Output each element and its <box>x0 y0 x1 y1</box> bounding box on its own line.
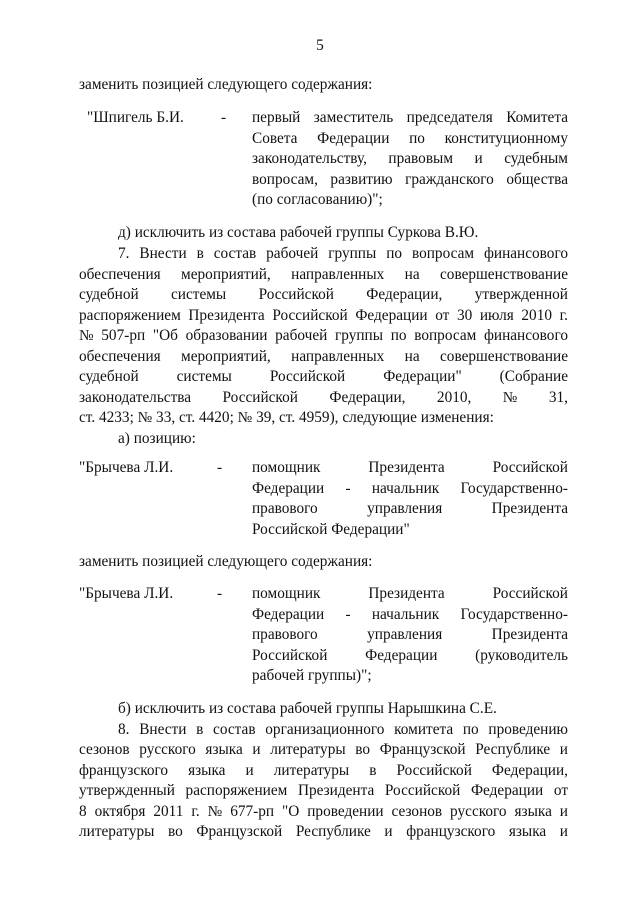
para7-line-2: обеспечения мероприятий, направленных на совершенствование <box>79 265 568 283</box>
para7-line-9: ст. 4233; № 33, ст. 4420; № 39, ст. 4959), следующие изменения: <box>79 409 494 426</box>
para8-line-2: сезонов русского языка и литературы во Французской Республике и <box>79 741 568 758</box>
replace-intro-1: заменить позицией следующего содержания: <box>79 76 373 93</box>
para8-line-4: утвержденный распоряжением Президента Российской Федерации от <box>79 782 568 799</box>
entry-brycheva-new-dash: - <box>217 585 223 602</box>
para8-line-3: французского языка и литературы в Российской Федерации, <box>79 761 568 779</box>
para8-line-6: литературы во Французской Республике и французского языка и <box>79 823 568 840</box>
item-a: а) позицию: <box>118 429 196 447</box>
para7-line-1: 7. Внести в состав рабочей группы по вопросам финансового <box>118 245 568 262</box>
entry-brycheva-new-line-5: рабочей группы)"; <box>252 667 372 684</box>
entry-shpigel-line-3: законодательству, правовым и судебным <box>252 150 568 167</box>
entry-brycheva-new-name: "Брычева Л.И. <box>79 585 174 602</box>
para7-line-3-text: судебной системы Российской Федерации, утвержденной <box>79 286 568 303</box>
entry-shpigel-line-4: вопросам, развитию гражданского общества <box>252 170 568 188</box>
entry-brycheva-old-line-1: помощник Президента Российской <box>252 459 568 476</box>
para7-line-5: № 507-рп "Об образовании рабочей группы по вопросам финансового <box>79 327 568 344</box>
replace-intro-2: заменить позицией следующего содержания: <box>79 553 373 570</box>
entry-brycheva-old-line-4: Российской Федерации" <box>252 520 410 538</box>
entry-brycheva-old-line-3: правового управления Президента <box>252 500 568 517</box>
entry-shpigel-line-2: Совета Федерации по конституционному <box>252 129 568 147</box>
entry-brycheva-new-line-1: помощник Президента Российской <box>252 585 568 602</box>
para7-line-7: судебной системы Российской Федерации" (Собрание <box>79 368 568 385</box>
entry-shpigel-dash: - <box>221 109 227 126</box>
entry-brycheva-old-line-2: Федерации - начальник Государственно- <box>252 479 568 497</box>
entry-shpigel-line-5: (по согласованию)"; <box>252 191 383 208</box>
para8-line-1: 8. Внести в состав организационного комитета по проведению <box>118 720 568 738</box>
item-b: б) исключить из состава рабочей группы Нарышкина С.Е. <box>118 700 497 717</box>
entry-shpigel-line-1: первый заместитель председателя Комитета <box>252 109 568 126</box>
item-d: д) исключить из состава рабочей группы Суркова В.Ю. <box>118 224 479 241</box>
entry-brycheva-new-line-3: правового управления Президента <box>252 626 568 643</box>
para8-line-5: 8 октября 2011 г. № 677-рп "О проведении сезонов русского языка и <box>79 802 568 820</box>
entry-brycheva-old-dash: - <box>217 459 223 476</box>
para7-line-4: распоряжением Президента Российской Федерации от 30 июля 2010 г. <box>79 306 568 324</box>
entry-brycheva-new-line-2: Федерации - начальник Государственно- <box>252 605 568 623</box>
page-number: 5 <box>316 37 324 54</box>
entry-shpigel-name: "Шпигель Б.И. <box>87 109 184 126</box>
entry-brycheva-new-line-4: Российской Федерации (руководитель <box>252 646 568 664</box>
entry-brycheva-old-name: "Брычева Л.И. <box>79 459 174 476</box>
para7-line-8: законодательства Российской Федерации, 2010, № 31, <box>79 388 568 406</box>
para7-line-3 <box>79 285 568 305</box>
para7-line-6: обеспечения мероприятий, направленных на совершенствование <box>79 347 568 365</box>
